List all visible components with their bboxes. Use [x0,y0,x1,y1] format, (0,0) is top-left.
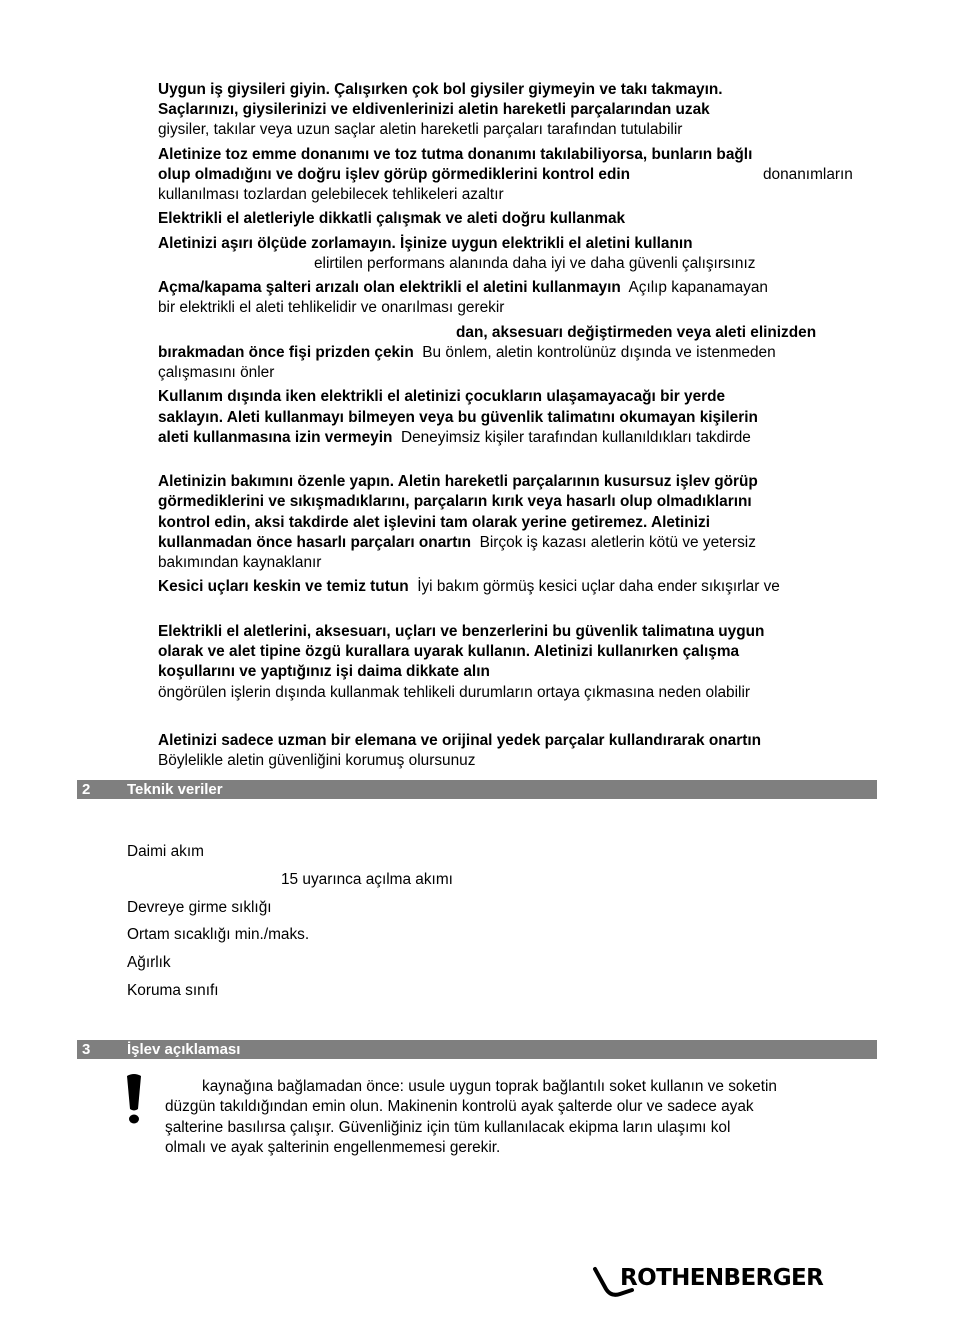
safety-normal-part: Deneyimsiz kişiler tarafından kullanıldıkları takdirde [400,429,751,446]
safety-line: öngörülen işlerin dışında kullanmak tehlikeli durumların ortaya çıkmasına neden olabilir [158,684,750,701]
warning-line: düzgün takıldığından emin olun. Makinenin kontrolü ayak şalterde olur ve sadece ayak [165,1098,754,1115]
section-number: 2 [82,781,91,798]
safety-line: Kullanım dışında iken elektrikli el aletinizi çocukların ulaşamayacağı bir yerde [158,388,726,405]
section-header-technical-data [77,780,877,799]
safety-line: Elektrikli el aletlerini, aksesuarı, uçları ve benzerlerini bu güvenlik talimatına uygun [158,623,765,640]
safety-line: olarak ve alet tipine özgü kurallara uyarak kullanın. Aletinizi kullanırken çalışma [158,643,740,660]
safety-heading: Elektrikli el aletleriyle dikkatli çalışmak ve aleti doğru kullanmak [158,210,626,227]
safety-line [158,343,776,363]
warning-line: kaynağına bağlamadan önce: usule uygun toprak bağlantılı soket kullanın ve soketin [202,1078,777,1095]
tech-row-label: Ortam sıcaklığı min./maks. [127,926,310,943]
safety-line: Uygun iş giysileri giyin. Çalışırken çok bol giysiler giymeyin ve takı takmayın. [158,81,723,98]
rothenberger-logo [592,1262,832,1296]
safety-line: bakımından kaynaklanır [158,554,322,571]
safety-normal-part: Açılıp kapanamayan [628,279,768,296]
safety-normal-part: Bu önlem, aletin kontrolünüz dışında ve istenmeden [422,344,776,361]
safety-normal-part: Birçok iş kazası aletlerin kötü ve yetersiz [479,534,756,551]
section-title: İşlev açıklaması [127,1041,241,1058]
safety-line: bir elektrikli el aleti tehlikelidir ve onarılması gerekir [158,299,505,316]
tech-row-label: Ağırlık [127,954,171,971]
safety-line [158,533,756,553]
tech-row-label: 15 uyarınca açılma akımı [281,871,453,888]
tech-row-label: Koruma sınıfı [127,982,219,999]
safety-line: görmediklerini ve sıkışmadıklarını, parçaların kırık veya hasarlı olup olmadıklarını [158,493,752,510]
safety-line: donanımların [763,166,853,183]
safety-line: Aletinizi aşırı ölçüde zorlamayın. İşinize uygun elektrikli el aletini kullanın [158,235,693,252]
section-header-function-description [77,1040,877,1059]
safety-line [158,278,768,298]
safety-bold-part: Kesici uçları keskin ve temiz tutun [158,578,409,595]
safety-line: Aletinizin bakımını özenle yapın. Aletin hareketli parçalarının kusursuz işlev görüp [158,473,758,490]
safety-line [158,428,751,448]
section-title: Teknik veriler [127,781,223,798]
logo-text: ROTHENBERGER [620,1265,824,1291]
safety-bold-part: kullanmadan önce hasarlı parçaları onartın [158,534,472,551]
tech-row-label: Daimi akım [127,843,204,860]
safety-line: Böylelikle aletin güvenliğini korumuş olursunuz [158,752,476,769]
safety-line: Saçlarınızı, giysilerinizi ve eldivenlerinizi aletin hareketli parçalarından uzak [158,101,710,118]
exclamation-icon [124,1073,144,1125]
safety-normal-part: İyi bakım görmüş kesici uçlar daha ender sıkışırlar ve [417,578,780,595]
tech-row-label: Devreye girme sıklığı [127,899,272,916]
safety-bold-part: Açma/kapama şalteri arızalı olan elektrikli el aletini kullanmayın [158,279,621,296]
safety-bold-part: aleti kullanmasına izin vermeyin [158,429,393,446]
safety-line: saklayın. Aleti kullanmayı bilmeyen veya bu güvenlik talimatını okumayan kişilerin [158,409,758,426]
safety-line: olup olmadığını ve doğru işlev görüp görmediklerini kontrol edin [158,166,631,183]
safety-line: çalışmasını önler [158,364,275,381]
safety-line: kullanılması tozlardan gelebilecek tehlikeleri azaltır [158,186,504,203]
section-number: 3 [82,1041,91,1058]
safety-line: Aletinize toz emme donanımı ve toz tutma donanımı takılabiliyorsa, bunların bağlı [158,146,753,163]
safety-line: giysiler, takılar veya uzun saçlar aletin hareketli parçaları tarafından tutulabilir [158,121,683,138]
safety-line [158,577,780,597]
safety-line: dan, aksesuarı değiştirmeden veya aleti elinizden [456,324,817,341]
safety-line: Aletinizi sadece uzman bir elemana ve orijinal yedek parçalar kullandırarak onartın [158,732,762,749]
warning-line: olmalı ve ayak şalterinin engellenmemesi gerekir. [165,1139,501,1156]
safety-line: koşullarını ve yaptığınız işi daima dikkate alın [158,663,490,680]
safety-line: kontrol edin, aksi takdirde alet işlevini tam olarak yerine getiremez. Aletinizi [158,514,710,531]
warning-line: şalterine basılırsa çalışır. Güvenliğiniz için tüm kullanılacak ekipma ların ulaşımı kol [165,1119,731,1136]
safety-line: elirtilen performans alanında daha iyi ve daha güvenli çalışırsınız [314,255,756,272]
safety-bold-part: bırakmadan önce fişi prizden çekin [158,344,414,361]
